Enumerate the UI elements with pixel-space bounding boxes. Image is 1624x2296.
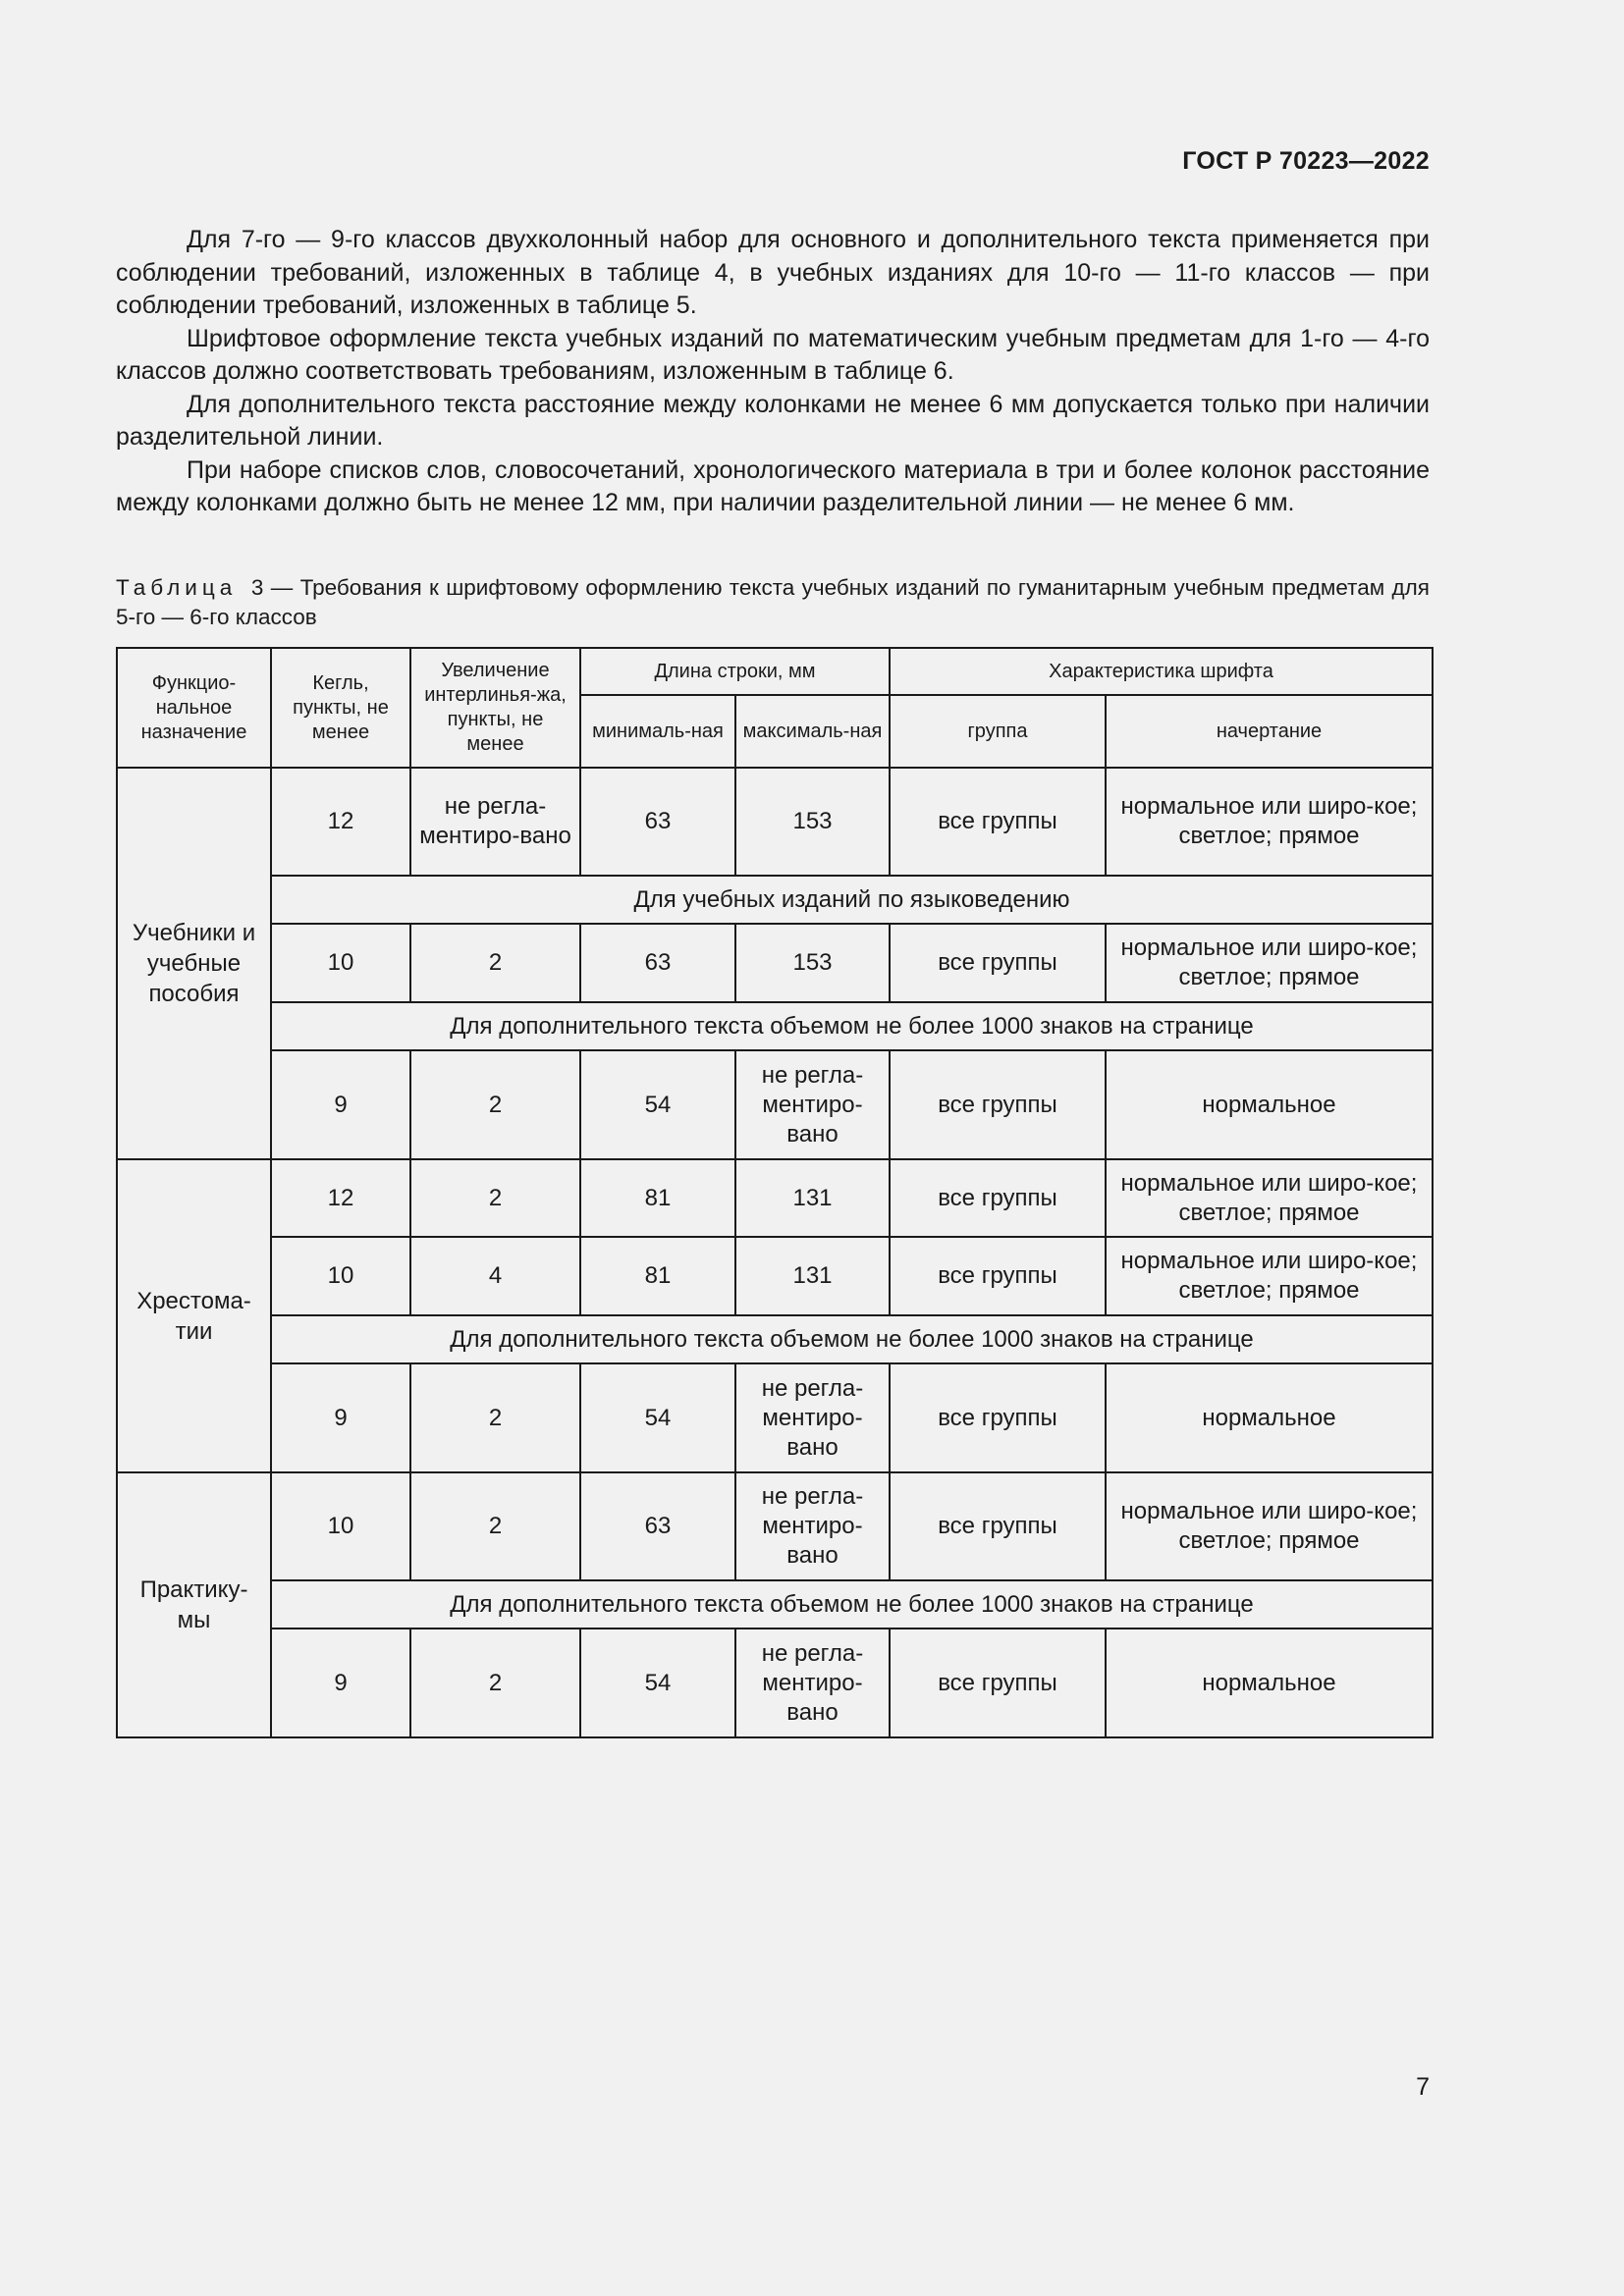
paragraph: Для 7-го — 9-го классов двухколонный набор для основного и дополнительного текста применяется при соблюдении требований, изложенных в таблице 4, в учебных изданиях для 10-го — 11-го классов — при соблюдении требований, изложенных в таблице 5. — [116, 226, 1430, 319]
cell-style: нормальное — [1106, 1629, 1433, 1737]
cell-group: все группы — [890, 1363, 1106, 1472]
header-function: Функцио-нальное назначение — [117, 648, 271, 768]
cell-min: 54 — [580, 1050, 735, 1159]
cell-group: все группы — [890, 768, 1106, 876]
cell-style: нормальное или широ-кое; светлое; прямое — [1106, 924, 1433, 1002]
group-workbooks: Практику-мы — [117, 1472, 271, 1737]
cell-size: 10 — [271, 1237, 410, 1315]
note-additional-text: Для дополнительного текста объемом не более 1000 знаков на странице — [271, 1580, 1433, 1629]
table-note-row — [117, 1002, 1433, 1050]
requirements-table — [116, 647, 1434, 1738]
cell-max: 131 — [735, 1159, 890, 1237]
header-font-characteristics: Характеристика шрифта — [890, 648, 1433, 695]
table-caption-label: Таблица — [116, 575, 238, 600]
table-caption-number: 3 — [250, 575, 264, 600]
header-min-length: минималь-ная — [580, 695, 735, 768]
group-readers: Хрестома-тии — [117, 1159, 271, 1472]
note-linguistics: Для учебных изданий по языковедению — [271, 876, 1433, 924]
cell-group: все группы — [890, 924, 1106, 1002]
cell-group: все группы — [890, 1237, 1106, 1315]
cell-min: 54 — [580, 1363, 735, 1472]
note-additional-text: Для дополнительного текста объемом не более 1000 знаков на странице — [271, 1315, 1433, 1363]
table-row — [117, 1050, 1433, 1159]
cell-min: 81 — [580, 1159, 735, 1237]
table-row — [117, 1363, 1433, 1472]
cell-style: нормальное или широ-кое; светлое; прямое — [1106, 768, 1433, 876]
table-row — [117, 768, 1433, 876]
cell-leading: 2 — [410, 1629, 580, 1737]
document-standard-number: ГОСТ Р 70223—2022 — [1182, 147, 1430, 175]
paragraph: Для дополнительного текста расстояние между колонками не менее 6 мм допускается только при наличии разделительной линии. — [116, 390, 1430, 451]
cell-size: 12 — [271, 768, 410, 876]
cell-min: 63 — [580, 924, 735, 1002]
cell-leading: 2 — [410, 1050, 580, 1159]
cell-leading: 2 — [410, 1363, 580, 1472]
cell-max: не регла-ментиро-вано — [735, 1363, 890, 1472]
cell-max: 153 — [735, 924, 890, 1002]
table-row — [117, 1472, 1433, 1580]
cell-style: нормальное — [1106, 1050, 1433, 1159]
cell-size: 12 — [271, 1159, 410, 1237]
group-textbooks: Учебники и учебные пособия — [117, 768, 271, 1159]
table-row — [117, 1159, 1433, 1237]
header-font-group: группа — [890, 695, 1106, 768]
table-note-row — [117, 1315, 1433, 1363]
table-caption-text: — Требования к шрифтовому оформлению текста учебных изданий по гуманитарным учебным предметам для 5-го — 6-го классов — [116, 575, 1430, 629]
table-note-row — [117, 876, 1433, 924]
cell-max: 131 — [735, 1237, 890, 1315]
header-line-length: Длина строки, мм — [580, 648, 890, 695]
cell-min: 63 — [580, 768, 735, 876]
cell-leading: 4 — [410, 1237, 580, 1315]
cell-min: 54 — [580, 1629, 735, 1737]
body-text — [116, 224, 1430, 520]
cell-size: 9 — [271, 1050, 410, 1159]
header-max-length: максималь-ная — [735, 695, 890, 768]
table-row — [117, 924, 1433, 1002]
table-note-row — [117, 1580, 1433, 1629]
cell-min: 63 — [580, 1472, 735, 1580]
cell-group: все группы — [890, 1472, 1106, 1580]
cell-style: нормальное — [1106, 1363, 1433, 1472]
cell-leading: не регла-ментиро-вано — [410, 768, 580, 876]
cell-style: нормальное или широ-кое; светлое; прямое — [1106, 1472, 1433, 1580]
table-caption — [116, 573, 1430, 632]
cell-style: нормальное или широ-кое; светлое; прямое — [1106, 1159, 1433, 1237]
cell-min: 81 — [580, 1237, 735, 1315]
header-font-style: начертание — [1106, 695, 1433, 768]
paragraph: При наборе списков слов, словосочетаний, хронологического материала в три и более колонок расстояние между колонками должно быть не менее 12 мм, при наличии разделительной линии — не менее 6 мм. — [116, 455, 1430, 516]
cell-max: не регла-ментиро-вано — [735, 1472, 890, 1580]
header-size: Кегль, пункты, не менее — [271, 648, 410, 768]
cell-leading: 2 — [410, 1472, 580, 1580]
cell-size: 9 — [271, 1629, 410, 1737]
cell-leading: 2 — [410, 1159, 580, 1237]
header-leading: Увеличение интерлинья-жа, пункты, не менее — [410, 648, 580, 768]
page-number: 7 — [1416, 2073, 1430, 2101]
cell-group: все группы — [890, 1159, 1106, 1237]
cell-style: нормальное или широ-кое; светлое; прямое — [1106, 1237, 1433, 1315]
cell-group: все группы — [890, 1050, 1106, 1159]
cell-size: 10 — [271, 924, 410, 1002]
cell-max: не регла-ментиро-вано — [735, 1629, 890, 1737]
cell-size: 9 — [271, 1363, 410, 1472]
table-row — [117, 1629, 1433, 1737]
cell-max: 153 — [735, 768, 890, 876]
cell-max: не регла-ментиро-вано — [735, 1050, 890, 1159]
cell-leading: 2 — [410, 924, 580, 1002]
cell-group: все группы — [890, 1629, 1106, 1737]
cell-size: 10 — [271, 1472, 410, 1580]
table-row — [117, 1237, 1433, 1315]
note-additional-text: Для дополнительного текста объемом не более 1000 знаков на странице — [271, 1002, 1433, 1050]
paragraph: Шрифтовое оформление текста учебных изданий по математическим учебным предметам для 1-го — 4-го классов должно соответствовать требованиям, изложенным в таблице 6. — [116, 324, 1430, 385]
